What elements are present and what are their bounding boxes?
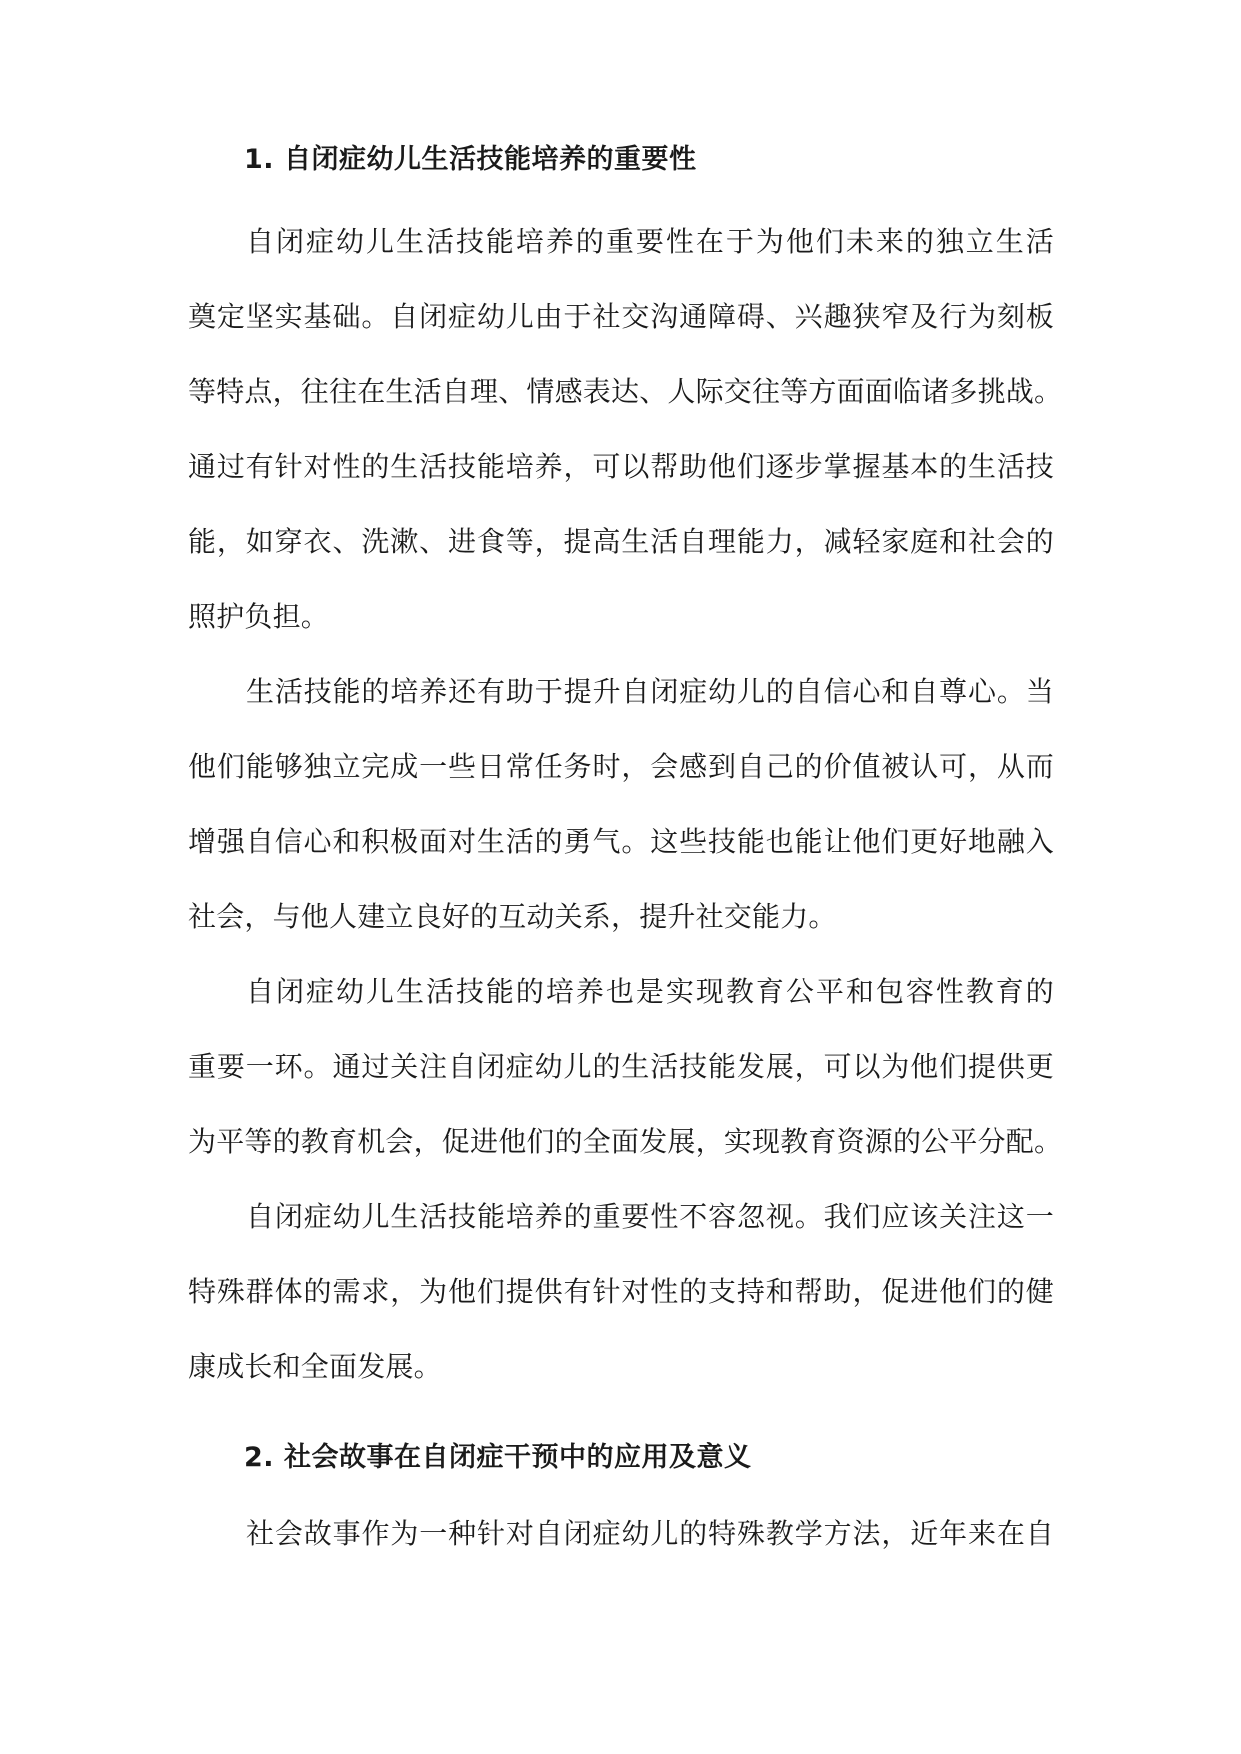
text-line: 奠定坚实基础。自闭症幼儿由于社交沟通障碍、兴趣狭窄及行为刻板 (188, 300, 1054, 333)
document-page (188, 140, 1063, 1571)
text-line: 重要一环。通过关注自闭症幼儿的生活技能发展，可以为他们提供更 (188, 1050, 1054, 1083)
paragraph (188, 1496, 1054, 1571)
paragraph (188, 1179, 1054, 1404)
section-number: 2. (244, 1442, 275, 1473)
text-line: 特殊群体的需求，为他们提供有针对性的支持和帮助，促进他们的健 (188, 1275, 1054, 1308)
text-line: 生活技能的培养还有助于提升自闭症幼儿的自信心和自尊心。当 (246, 675, 1054, 708)
text-line: 社会，与他人建立良好的互动关系，提升社交能力。 (188, 900, 837, 933)
text-line: 增强自信心和积极面对生活的勇气。这些技能也能让他们更好地融入 (188, 825, 1054, 858)
text-line: 自闭症幼儿生活技能的培养也是实现教育公平和包容性教育的 (246, 975, 1054, 1008)
text-line: 能，如穿衣、洗漱、进食等，提高生活自理能力，减轻家庭和社会的 (188, 525, 1054, 558)
section-heading-1 (188, 140, 1054, 180)
section-heading-2 (188, 1438, 1054, 1478)
text-line: 他们能够独立完成一些日常任务时，会感到自己的价值被认可，从而 (188, 750, 1054, 783)
text-line: 自闭症幼儿生活技能培养的重要性在于为他们未来的独立生活 (246, 225, 1054, 258)
section-number: 1. (244, 144, 275, 175)
text-line: 社会故事作为一种针对自闭症幼儿的特殊教学方法，近年来在自 (246, 1517, 1054, 1550)
section-title: 自闭症幼儿生活技能培养的重要性 (284, 144, 697, 175)
text-line: 等特点，往往在生活自理、情感表达、人际交往等方面面临诸多挑战。 (188, 375, 1063, 408)
text-line: 照护负担。 (188, 600, 330, 633)
section-title: 社会故事在自闭症干预中的应用及意义 (284, 1442, 752, 1473)
paragraph (188, 204, 1063, 654)
paragraph (188, 654, 1054, 954)
text-line: 自闭症幼儿生活技能培养的重要性不容忽视。我们应该关注这一 (246, 1200, 1054, 1233)
paragraph (188, 954, 1063, 1179)
text-line: 通过有针对性的生活技能培养，可以帮助他们逐步掌握基本的生活技 (188, 450, 1054, 483)
text-line: 为平等的教育机会，促进他们的全面发展，实现教育资源的公平分配。 (188, 1125, 1063, 1158)
text-line: 康成长和全面发展。 (188, 1350, 442, 1383)
